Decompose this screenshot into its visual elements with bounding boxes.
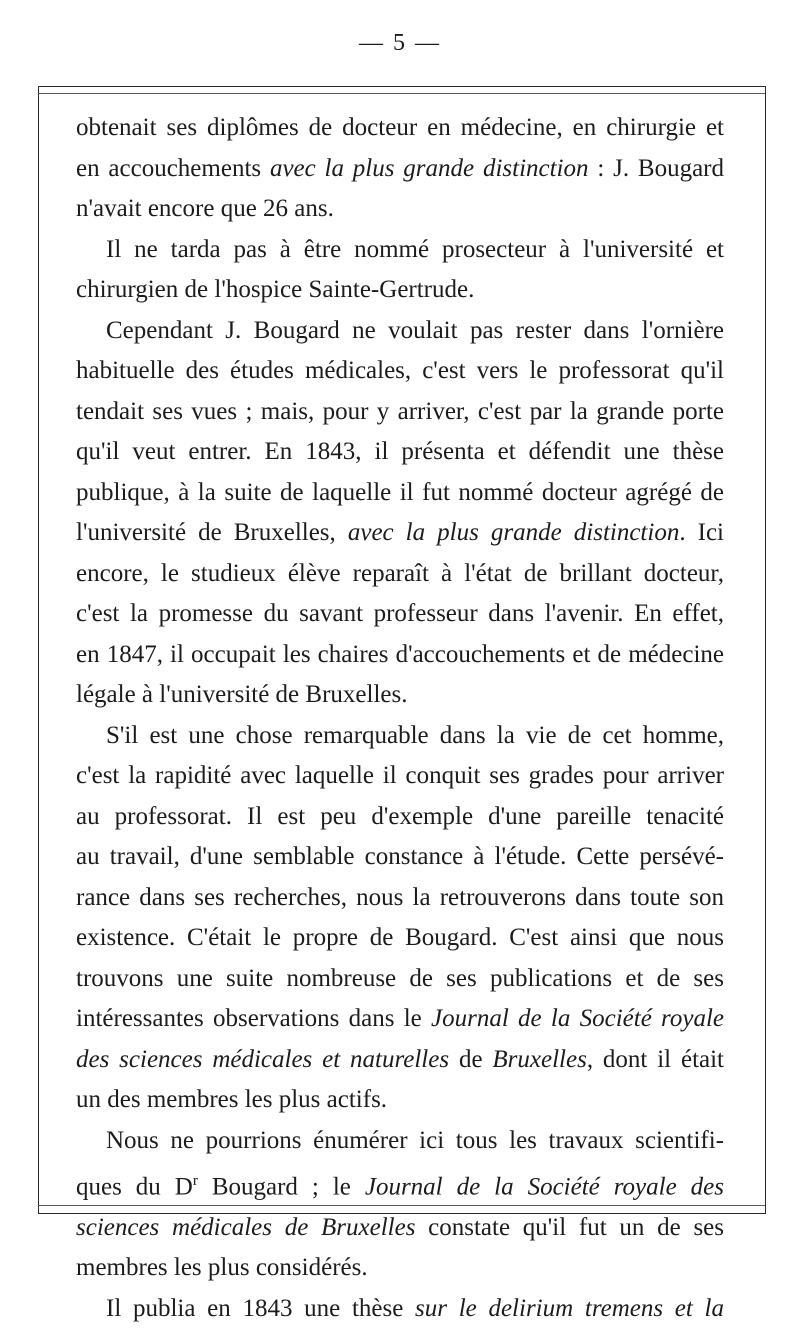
- text-segment: au professorat. Il est peu d'exemple d'une pareille tenacité: [76, 802, 724, 830]
- frame-rule-top: [38, 86, 765, 87]
- text-segment: un des membres les plus actifs.: [76, 1086, 388, 1113]
- text-segment: intéressantes observations dans le: [76, 1005, 432, 1032]
- text-segment: tendait ses vues ; mais, pour y arriver, c'est par la grande porte: [76, 397, 724, 425]
- text-segment: c'est la promesse du savant professeur dans l'avenir. En effet,: [76, 600, 724, 627]
- italic-segment: avec la plus grande distinction: [347, 519, 680, 546]
- text-segment: ques du D: [76, 1173, 193, 1201]
- text-segment: Bougard ; le: [197, 1173, 365, 1201]
- text-line: [76, 675, 724, 716]
- text-segment: légale à l'université de Bruxelles.: [76, 681, 408, 708]
- frame-rule-top-inner: [38, 93, 765, 94]
- text-segment: Cependant J. Bougard ne voulait pas rester dans l'ornière: [106, 316, 724, 344]
- text-segment: rance dans ses recherches, nous la retrouverons dans toute son: [76, 883, 724, 911]
- text-segment: , dont il était: [586, 1045, 724, 1073]
- text-line: [76, 716, 724, 757]
- text-line: [76, 1121, 724, 1162]
- text-line: [76, 1040, 724, 1081]
- italic-segment: Journal de la Société royale: [431, 1005, 724, 1032]
- italic-segment: avec la plus grande distinction: [269, 154, 589, 182]
- text-line: [76, 1248, 724, 1289]
- text-line: [76, 108, 724, 149]
- text-segment: chirurgien de l'hospice Sainte-Gertrude.: [76, 276, 475, 303]
- text-line: [76, 756, 724, 797]
- text-line: [76, 270, 724, 311]
- text-line: [76, 1161, 724, 1208]
- text-segment: trouvons une suite nombreuse de ses publications et de ses: [76, 964, 724, 992]
- text-segment: Nous ne pourrions énumérer ici tous les travaux scientifi-: [106, 1126, 724, 1154]
- text-segment: en accouchements: [76, 154, 270, 182]
- text-segment: qu'il veut entrer. En 1843, il présenta et défendit une thèse: [76, 438, 724, 465]
- text-line: [76, 797, 724, 838]
- text-segment: au travail, d'une semblable constance à l'étude. Cette persévé-: [76, 843, 724, 870]
- text-line: [76, 311, 724, 352]
- text-segment: l'université de Bruxelles,: [76, 519, 348, 546]
- text-segment: n'avait encore que 26 ans.: [76, 195, 334, 222]
- text-segment: c'est la rapidité avec laquelle il conquit ses grades pour arriver: [76, 762, 724, 789]
- text-segment: obtenait ses diplômes de docteur en médecine, en chirurgie et: [76, 114, 724, 141]
- text-line: [76, 554, 724, 595]
- text-segment: membres les plus considérés.: [76, 1254, 368, 1282]
- text-line: [76, 878, 724, 919]
- body-text: [76, 108, 724, 1329]
- text-segment: . Ici: [679, 519, 724, 546]
- italic-segment: Journal de la Société royale des: [364, 1173, 724, 1201]
- text-line: [76, 189, 724, 230]
- italic-segment: Bruxelles: [492, 1045, 587, 1073]
- text-line: [76, 473, 724, 514]
- text-segment: habituelle des études médicales, c'est vers le professorat qu'il: [76, 357, 724, 384]
- text-line: [76, 918, 724, 959]
- text-segment: existence. C'était le propre de Bougard. C'est ainsi que nous: [76, 924, 724, 951]
- page-number: — 5 —: [359, 30, 441, 56]
- text-segment: S'il est une chose remarquable dans la vie de cet homme,: [106, 721, 724, 749]
- text-segment: publique, à la suite de laquelle il fut nommé docteur agrégé de: [76, 478, 724, 506]
- text-segment: encore, le studieux élève reparaît à l'état de brillant docteur,: [76, 559, 724, 587]
- text-line: [76, 1289, 724, 1329]
- text-line: [76, 959, 724, 1000]
- text-segment: Il publia en 1843 une thèse: [106, 1294, 416, 1322]
- text-line: [76, 999, 724, 1040]
- text-segment: : J. Bougard: [588, 154, 724, 182]
- italic-segment: sur le delirium tremens et la: [415, 1294, 724, 1322]
- text-line: [76, 635, 724, 676]
- text-line: [76, 230, 724, 271]
- text-line: [76, 594, 724, 635]
- text-line: [76, 351, 724, 392]
- italic-segment: sciences médicales de Bruxelles: [76, 1213, 416, 1241]
- text-line: [76, 837, 724, 878]
- text-segment: de: [449, 1045, 493, 1073]
- text-segment: en 1847, il occupait les chaires d'accouchements et de médecine: [76, 640, 724, 668]
- text-line: [76, 1080, 724, 1121]
- text-line: [76, 432, 724, 473]
- text-line: [76, 1208, 724, 1249]
- text-segment: r: [192, 1173, 198, 1189]
- text-line: [76, 513, 724, 554]
- text-segment: constate qu'il fut un de ses: [415, 1213, 724, 1241]
- text-segment: Il ne tarda pas à être nommé prosecteur à l'université et: [106, 235, 724, 263]
- italic-segment: des sciences médicales et naturelles: [76, 1045, 450, 1073]
- text-line: [76, 392, 724, 433]
- text-line: [76, 149, 724, 190]
